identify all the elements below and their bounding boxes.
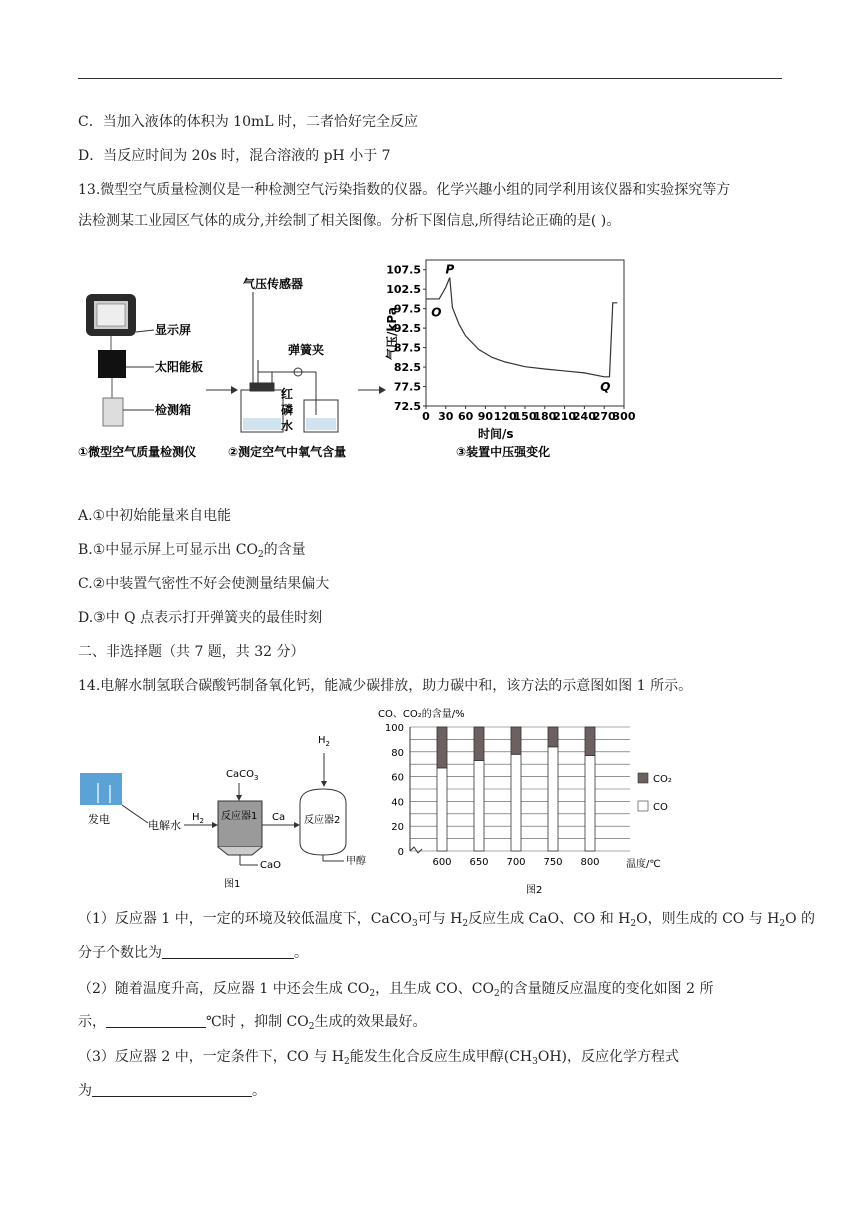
label-ca: Ca xyxy=(272,812,286,823)
plot-frame xyxy=(426,260,624,406)
q14-figure xyxy=(76,705,716,897)
legend-swatch-co xyxy=(638,801,648,811)
fig2-caption: 图2 xyxy=(526,885,543,896)
air-monitor-device xyxy=(86,294,136,426)
label-h2: H xyxy=(192,812,200,823)
y-tick-label: 20 xyxy=(391,822,404,834)
bar-co2 xyxy=(585,727,595,756)
x-tick-label: 600 xyxy=(432,857,452,868)
y-tick-label: 77.5 xyxy=(393,380,421,394)
arrow-right-icon xyxy=(206,386,238,394)
q13-option-a: A.①中初始能量来自电能 xyxy=(78,508,232,524)
bar-co2 xyxy=(548,727,558,747)
bar-co xyxy=(511,754,521,851)
label-caco3: CaCO xyxy=(226,769,254,780)
device-label-box: 检测箱 xyxy=(155,403,192,417)
bar-co xyxy=(437,768,447,851)
x-tick-label: 650 xyxy=(469,857,489,868)
label-power: 发电 xyxy=(88,813,110,826)
q13-option-d: D.③中 Q 点表示打开弹簧夹的最佳时刻 xyxy=(78,610,323,626)
q13-option-b: B.①中显示屏上可显示出 $CO_2$的含量 xyxy=(78,542,306,560)
y-tick-label: 72.5 xyxy=(393,400,421,413)
x-tick-label: 750 xyxy=(543,857,563,868)
x-tick-label: 800 xyxy=(580,857,600,868)
caption-pressure: ③装置中压强变化 xyxy=(456,445,551,459)
x-tick-label: 120 xyxy=(493,410,517,423)
label-phosphorus: 磷 xyxy=(281,403,294,417)
x-tick-label: 240 xyxy=(572,410,596,423)
label-spring-clip: 弹簧夹 xyxy=(288,343,325,357)
legend-co2: CO₂ xyxy=(653,774,672,785)
point-label-o: O xyxy=(431,305,442,320)
q14-part1-line2: 分子个数比为 。 xyxy=(78,945,308,961)
y-tick-label: 87.5 xyxy=(393,341,421,355)
fig2-xlabel: 温度/℃ xyxy=(626,859,661,870)
chart-ylabel: 气压/kPa xyxy=(385,307,399,360)
bar-co xyxy=(548,747,558,851)
q14-part3-line2: 为 。 xyxy=(78,1083,266,1099)
point-label-p: P xyxy=(445,262,455,277)
y-tick-label: 97.5 xyxy=(393,302,421,316)
label-pressure-sensor: 气压传感器 xyxy=(243,277,304,291)
y-tick-label: 107.5 xyxy=(386,263,421,277)
q13-stem-line2: 法检测某工业园区气体的成分,并绘制了相关图像。分析下图信息,所得结论正确的是( )。 xyxy=(78,213,621,229)
q12-option-d: D．当反应时间为 20s 时，混合溶液的 pH 小于 7 xyxy=(78,148,391,164)
point-label-q: Q xyxy=(600,379,611,394)
section-heading: 二、非选择题（共 7 题，共 32 分） xyxy=(78,644,305,660)
answer-blank[interactable] xyxy=(162,944,294,959)
x-tick-label: 180 xyxy=(533,410,557,423)
label-water: 水 xyxy=(281,419,294,433)
x-tick-label: 150 xyxy=(513,410,537,423)
q14-part2-line2: 示， ℃时 ，抑制 $CO_2$生成的效果最好。 xyxy=(78,1014,427,1032)
y-tick-label: 80 xyxy=(391,747,404,759)
y-tick-label: 60 xyxy=(391,772,404,784)
chart-xlabel: 时间/s xyxy=(478,427,514,441)
y-tick-label: 102.5 xyxy=(386,283,421,297)
svg-text:H2: $H_2$ xyxy=(318,735,330,748)
x-tick-label: 0 xyxy=(422,410,430,423)
label-cao: CaO xyxy=(260,860,281,871)
device-label-screen: 显示屏 xyxy=(155,323,192,337)
y-tick-label: 100 xyxy=(384,723,404,734)
header-rule xyxy=(78,78,782,79)
legend-co: CO xyxy=(653,802,668,813)
co-co2-bar-chart xyxy=(385,723,630,868)
pressure-chart xyxy=(386,260,636,423)
reactor-1 xyxy=(218,801,262,847)
y-tick-label: 40 xyxy=(391,797,404,809)
caption-apparatus: ②测定空气中氧气含量 xyxy=(228,445,347,459)
arrow-right-icon xyxy=(358,386,386,394)
device-label-solar: 太阳能板 xyxy=(155,360,204,374)
process-diagram xyxy=(80,735,366,890)
svg-text:H2: $H_2$ xyxy=(192,812,204,825)
label-h2-top: H xyxy=(318,735,326,746)
caption-device: ①微型空气质量检测仪 xyxy=(78,445,197,459)
legend-swatch-co2 xyxy=(638,773,648,783)
answer-blank[interactable] xyxy=(106,1013,206,1028)
axis-break xyxy=(410,847,422,853)
y-tick-label: 0 xyxy=(397,847,404,858)
label-electrolysis: 电解水 xyxy=(148,819,181,832)
q14-stem: 14.电解水制氢联合碳酸钙制备氧化钙，能减少碳排放，助力碳中和，该方法的示意图如图 1 所示。 xyxy=(78,678,693,694)
x-tick-label: 700 xyxy=(506,857,526,868)
label-methanol: 甲醇 xyxy=(346,856,366,867)
x-tick-label: 30 xyxy=(438,410,454,423)
bar-co xyxy=(585,756,595,851)
wind-turbine-icon xyxy=(80,773,122,805)
x-tick-label: 60 xyxy=(457,410,474,423)
bar-co2 xyxy=(437,727,447,768)
x-tick-label: 90 xyxy=(477,410,494,423)
q13-option-c: C.②中装置气密性不好会使测量结果偏大 xyxy=(78,576,330,592)
bar-co xyxy=(474,760,484,851)
y-tick-label: 92.5 xyxy=(393,322,421,336)
q13-stem-line1: 13.微型空气质量检测仪是一种检测空气污染指数的仪器。化学兴趣小组的同学利用该仪器和实验探究等方 xyxy=(78,182,731,198)
fig1-caption: 图1 xyxy=(224,879,241,890)
svg-text:CaCO3: CaCO$_3$ xyxy=(226,769,259,782)
y-tick-label: 82.5 xyxy=(393,361,421,375)
label-reactor-1: 反应器1 xyxy=(221,811,258,822)
q13-figure xyxy=(76,250,676,465)
x-tick-label: 210 xyxy=(553,410,577,423)
label-red: 红 xyxy=(281,387,294,401)
q14-part1-line1: （1）反应器 1 中，一定的环境及较低温度下，CaCO$_3$可与 $H_2$反应生成 CaO、CO 和 $H_2O$，则生成的 CO 与 $H_2O$ 的 xyxy=(78,911,816,929)
q14-part2-line1: （2）随着温度升高，反应器 1 中还会生成 $CO_2$，且生成 CO、$CO_2$的含量随反应温度的变化如图 2 所 xyxy=(78,981,714,999)
label-reactor-2: 反应器2 xyxy=(304,815,341,826)
x-tick-label: 270 xyxy=(592,410,616,423)
x-tick-label: 300 xyxy=(612,410,636,423)
bar-co2 xyxy=(511,727,521,754)
q14-part3-line1: （3）反应器 2 中，一定条件下，CO 与 $H_2$能发生化合反应生成甲醇$(CH_3OH)$，反应化学方程式 xyxy=(78,1049,680,1067)
bar-co2 xyxy=(474,727,484,760)
pressure-line xyxy=(426,278,617,377)
q12-option-c: C．当加入液体的体积为 10mL 时，二者恰好完全反应 xyxy=(78,114,418,130)
answer-blank[interactable] xyxy=(92,1082,252,1097)
fig2-title: CO、CO₂的含量/% xyxy=(378,709,465,720)
